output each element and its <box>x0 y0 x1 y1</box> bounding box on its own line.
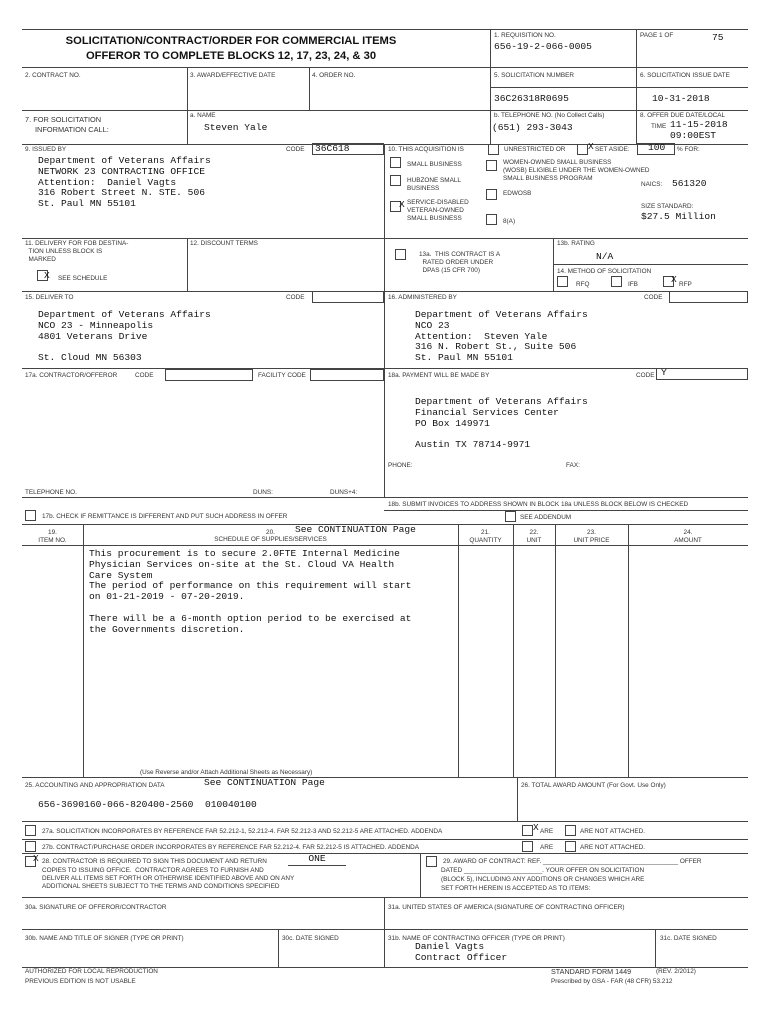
27a-are-not-label: ARE NOT ATTACHED. <box>580 828 645 835</box>
officer-date-label: 31c. DATE SIGNED <box>660 935 717 942</box>
schedule-header: SCHEDULE OF SUPPLIES/SERVICES <box>214 536 327 543</box>
administered-by-code-field[interactable] <box>669 291 748 303</box>
remittance-label: 17b. CHECK IF REMITTANCE IS DIFFERENT AND PUT SUCH ADDRESS IN OFFER <box>42 513 288 520</box>
issue-date[interactable]: 10-31-2018 <box>652 93 710 104</box>
27a-label: 27a. SOLICITATION INCORPORATES BY REFERENCE FAR 52.212-1, 52.212-4. FAR 52.212-3 AND 52.212-5 ARE ATTACHED. ADDENDA <box>42 828 443 835</box>
rfp-x-mark: X <box>671 274 677 285</box>
page-total: 75 <box>712 32 724 43</box>
schedule-header-number: 20. <box>266 529 275 536</box>
rating-value[interactable]: N/A <box>596 251 614 262</box>
contractor-code-label: CODE <box>135 372 154 379</box>
29-line1: 29. AWARD OF CONTRACT: REF. ______________________________________ OFFER <box>443 858 702 865</box>
requisition-number[interactable]: 656-19-2-066-0005 <box>494 41 592 52</box>
quantity-header: 21. QUANTITY <box>469 529 502 544</box>
29-line4: SET FORTH HEREIN IS ACCEPTED AS TO ITEMS: <box>441 885 591 892</box>
deliver-to-label: 15. DELIVER TO <box>25 294 74 301</box>
size-standard-label: SIZE STANDARD: <box>641 203 694 210</box>
8a-checkbox[interactable] <box>486 214 497 225</box>
percent-for-label: % FOR: <box>677 146 700 153</box>
name-label: a. NAME <box>190 112 216 119</box>
see-addendum-label: SEE ADDENDUM <box>520 514 572 521</box>
issued-by-label: 9. ISSUED BY <box>25 146 67 153</box>
payment-by-label: 18a. PAYMENT WILL BE MADE BY <box>388 372 490 379</box>
item-no-header: 19. ITEM NO. <box>38 529 67 544</box>
rfp-label: RFP <box>679 281 692 288</box>
28-text: COPIES TO ISSUING OFFICE. CONTRACTOR AGREES TO FURNISH AND DELIVER ALL ITEMS SET FORTH OR OTHERWISE IDENTIFIED ABOVE AND ON ANY ADDITIONAL SHEETS SUBJECT TO THE TERMS AND CONDITIONS SPECIFIED <box>42 867 295 890</box>
ifb-label: IFB <box>628 281 638 288</box>
form-title-line2: OFFEROR TO COMPLETE BLOCKS 12, 17, 23, 24, & 30 <box>85 50 377 62</box>
wosb-label: WOMEN-OWNED SMALL BUSINESS (WOSB) ELIGIBLE UNDER THE WOMEN-OWNED SMALL BUSINESS PROGRAM <box>503 159 650 182</box>
acquisition-label: 10. THIS ACQUISITION IS <box>388 146 464 153</box>
offer-due-label: 8. OFFER DUE DATE/LOCAL <box>640 112 726 119</box>
footer-authorized: AUTHORIZED FOR LOCAL REPRODUCTION <box>25 968 158 975</box>
payment-code-label: CODE <box>636 372 655 379</box>
requisition-label: 1. REQUISITION NO. <box>494 32 556 39</box>
29-checkbox[interactable] <box>426 856 437 867</box>
wosb-checkbox[interactable] <box>486 160 497 171</box>
8a-label: 8(A) <box>503 218 516 225</box>
method-label: 14. METHOD OF SOLICITATION <box>557 268 652 275</box>
total-award-label: 26. TOTAL AWARD AMOUNT (For Govt. Use Only) <box>521 782 666 789</box>
contracting-officer-signature-label: 31a. UNITED STATES OF AMERICA (SIGNATURE OF CONTRACTING OFFICER) <box>388 904 625 911</box>
payment-phone-label: PHONE: <box>388 462 413 469</box>
time-label: TIME <box>651 123 667 130</box>
unit-header: 22. UNIT <box>526 529 542 544</box>
27a-are-checkbox[interactable] <box>522 825 533 836</box>
29-line3: (BLOCK 5), INCLUDING ANY ADDITIONS OR CHANGES WHICH ARE <box>441 876 645 883</box>
information-call-label: INFORMATION CALL: <box>35 125 109 134</box>
payment-fax-label: FAX: <box>566 462 580 469</box>
for-solicitation-label: 7. FOR SOLICITATION <box>25 115 102 124</box>
small-business-checkbox[interactable] <box>390 157 401 168</box>
edwosb-checkbox[interactable] <box>486 189 497 200</box>
27a-are-x-mark: X <box>533 822 539 833</box>
deliver-to-code-field[interactable] <box>312 291 384 303</box>
schedule-continuation: See CONTINUATION Page <box>295 524 416 535</box>
order-number-label: 4. ORDER NO. <box>312 72 356 79</box>
hubzone-checkbox[interactable] <box>390 175 401 186</box>
duns4-label: DUNS+4: <box>330 489 358 496</box>
facility-code-label: FACILITY CODE <box>258 372 306 379</box>
size-standard[interactable]: $27.5 Million <box>641 211 716 222</box>
offeror-date-label: 30c. DATE SIGNED <box>282 935 339 942</box>
footer-previous-edition: PREVIOUS EDITION IS NOT USABLE <box>25 978 136 985</box>
contractor-label: 17a. CONTRACTOR/OFFEROR <box>25 372 118 379</box>
29-line2: DATED ______________________. YOUR OFFER ON SOLICITATION <box>441 867 645 874</box>
sdvosb-label: SERVICE-DISABLED VETERAN-OWNED SMALL BUSINESS <box>407 199 469 222</box>
set-aside-x-mark: X <box>588 141 594 152</box>
telephone-label: b. TELEPHONE NO. (No Collect Calls) <box>494 112 605 119</box>
footer-prescribed: Prescribed by GSA - FAR (48 CFR) 53.212 <box>551 978 673 985</box>
27a-checkbox[interactable] <box>25 825 36 836</box>
submit-invoices-label: 18b. SUBMIT INVOICES TO ADDRESS SHOWN IN BLOCK 18a UNLESS BLOCK BELOW IS CHECKED <box>388 501 689 508</box>
rated-order-label: 13a. THIS CONTRACT IS A RATED ORDER UNDER DPAS (15 CFR 700) <box>419 251 501 274</box>
rfq-checkbox[interactable] <box>557 276 568 287</box>
deliver-to-code-label: CODE <box>286 294 305 301</box>
remittance-checkbox[interactable] <box>25 510 36 521</box>
contractor-telephone-label: TELEPHONE NO. <box>25 489 77 496</box>
issued-by-code: 36C618 <box>315 143 350 154</box>
discount-terms-label: 12. DISCOUNT TERMS <box>190 240 258 247</box>
issue-date-label: 6. SOLICITATION ISSUE DATE <box>640 72 730 79</box>
footer-form-number: STANDARD FORM 1449 <box>551 967 632 976</box>
edwosb-label: EDWOSB <box>503 190 532 197</box>
contractor-code-field[interactable] <box>165 369 253 381</box>
28-label: 28. CONTRACTOR IS REQUIRED TO SIGN THIS DOCUMENT AND RETURN <box>42 858 267 865</box>
solicitation-number[interactable]: 36C26318R0695 <box>494 93 569 104</box>
set-aside-checkbox[interactable] <box>577 144 588 155</box>
27a-are-not-checkbox[interactable] <box>565 825 576 836</box>
schedule-description: This procurement is to secure 2.0FTE Internal Medicine Physician Services on-site at the St. Cloud VA Health Care System The period of performance on this requirement will start on 01-21-2019 - 07-20-2019. There will be a 6-month option period to be exercised at the Governments discretion. <box>89 548 412 635</box>
sdvosb-x-mark: X <box>399 199 405 210</box>
rating-label: 13b. RATING <box>557 240 595 247</box>
contracting-officer-name-label: 31b. NAME OF CONTRACTING OFFICER (TYPE OR PRINT) <box>388 935 565 942</box>
ifb-checkbox[interactable] <box>611 276 622 287</box>
form-title-line1: SOLICITATION/CONTRACT/ORDER FOR COMMERCIAL ITEMS <box>65 35 397 47</box>
27b-are-not-checkbox[interactable] <box>565 841 576 852</box>
contact-name[interactable]: Steven Yale <box>204 122 268 133</box>
rated-order-checkbox[interactable] <box>395 249 406 260</box>
27b-checkbox[interactable] <box>25 841 36 852</box>
issued-by-code-label: CODE <box>286 146 305 153</box>
award-date-label: 3. AWARD/EFFECTIVE DATE <box>190 72 276 79</box>
issued-by-address: Department of Veterans Affairs NETWORK 23 CONTRACTING OFFICE Attention: Daniel Vagts 316 Robert Street N. STE. 506 St. Paul MN 55101 <box>38 155 211 210</box>
amount-header: 24. AMOUNT <box>674 529 702 544</box>
rfq-label: RFQ <box>576 281 590 288</box>
schedule-footnote: (Use Reverse and/or Attach Additional Sheets as Necessary) <box>140 769 313 776</box>
unrestricted-label: UNRESTRICTED OR <box>504 146 566 153</box>
contact-telephone[interactable]: (651) 293-3043 <box>492 122 573 133</box>
naics-label: NAICS: <box>641 181 663 188</box>
solicitation-number-label: 5. SOLICITATION NUMBER <box>494 72 575 79</box>
accounting-continuation: See CONTINUATION Page <box>204 777 325 788</box>
administered-by-address: Department of Veterans Affairs NCO 23 Attention: Steven Yale 316 N. Robert St., Suite 506 St. Paul MN 55101 <box>415 309 588 364</box>
administered-by-label: 16. ADMINISTERED BY <box>388 294 457 301</box>
administered-by-code-label: CODE <box>644 294 663 301</box>
28-x-mark: X <box>33 853 39 864</box>
offer-due-time[interactable]: 09:00EST <box>670 130 717 141</box>
27b-are-not-label: ARE NOT ATTACHED. <box>580 844 645 851</box>
27b-label: 27b. CONTRACT/PURCHASE ORDER INCORPORATES BY REFERENCE FAR 52.212-4. FAR 52.212-5 IS ATTACHED. ADDENDA <box>42 844 420 851</box>
unrestricted-checkbox[interactable] <box>488 144 499 155</box>
see-schedule-x-mark: X <box>44 270 50 281</box>
accounting-label: 25. ACCOUNTING AND APPROPRIATION DATA <box>25 782 165 789</box>
offeror-signature-label: 30a. SIGNATURE OF OFFEROR/CONTRACTOR <box>25 904 167 911</box>
27b-are-label: ARE <box>540 844 554 851</box>
fob-destination-label: 11. DELIVERY FOR FOB DESTINA- TION UNLESS BLOCK IS MARKED <box>25 240 129 263</box>
payment-address: Department of Veterans Affairs Financial Services Center PO Box 149971 Austin TX 78714-9971 <box>415 396 588 451</box>
page-label: PAGE 1 OF <box>640 32 674 39</box>
contracting-officer-name[interactable]: Daniel Vagts Contract Officer <box>415 941 508 963</box>
naics-code[interactable]: 561320 <box>672 178 707 189</box>
hubzone-label: HUBZONE SMALL BUSINESS <box>407 177 461 192</box>
unit-price-header: 23. UNIT PRICE <box>573 529 610 544</box>
set-aside-percent: 100 <box>648 142 666 153</box>
contract-number-label: 2. CONTRACT NO. <box>25 72 81 79</box>
offer-due-date[interactable]: 11-15-2018 <box>670 119 728 130</box>
signer-name-label: 30b. NAME AND TITLE OF SIGNER (TYPE OR PRINT) <box>25 935 184 942</box>
duns-label: DUNS: <box>253 489 273 496</box>
accounting-data[interactable]: 656-3690160-066-820400-2560 010040100 <box>38 799 257 810</box>
facility-code-field[interactable] <box>310 369 384 381</box>
payment-code: Y <box>661 367 667 378</box>
27b-are-checkbox[interactable] <box>522 841 533 852</box>
see-addendum-checkbox[interactable] <box>505 511 516 522</box>
payment-code-field[interactable] <box>656 368 748 380</box>
deliver-to-address: Department of Veterans Affairs NCO 23 - Minneapolis 4801 Veterans Drive St. Cloud MN 56303 <box>38 309 211 364</box>
27a-are-label: ARE <box>540 828 554 835</box>
28-copies[interactable]: ONE <box>288 854 346 866</box>
small-business-label: SMALL BUSINESS <box>407 161 462 168</box>
footer-revision: (REV. 2/2012) <box>656 968 696 975</box>
see-schedule-label: SEE SCHEDULE <box>58 275 108 282</box>
set-aside-label: SET ASIDE: <box>595 146 630 153</box>
